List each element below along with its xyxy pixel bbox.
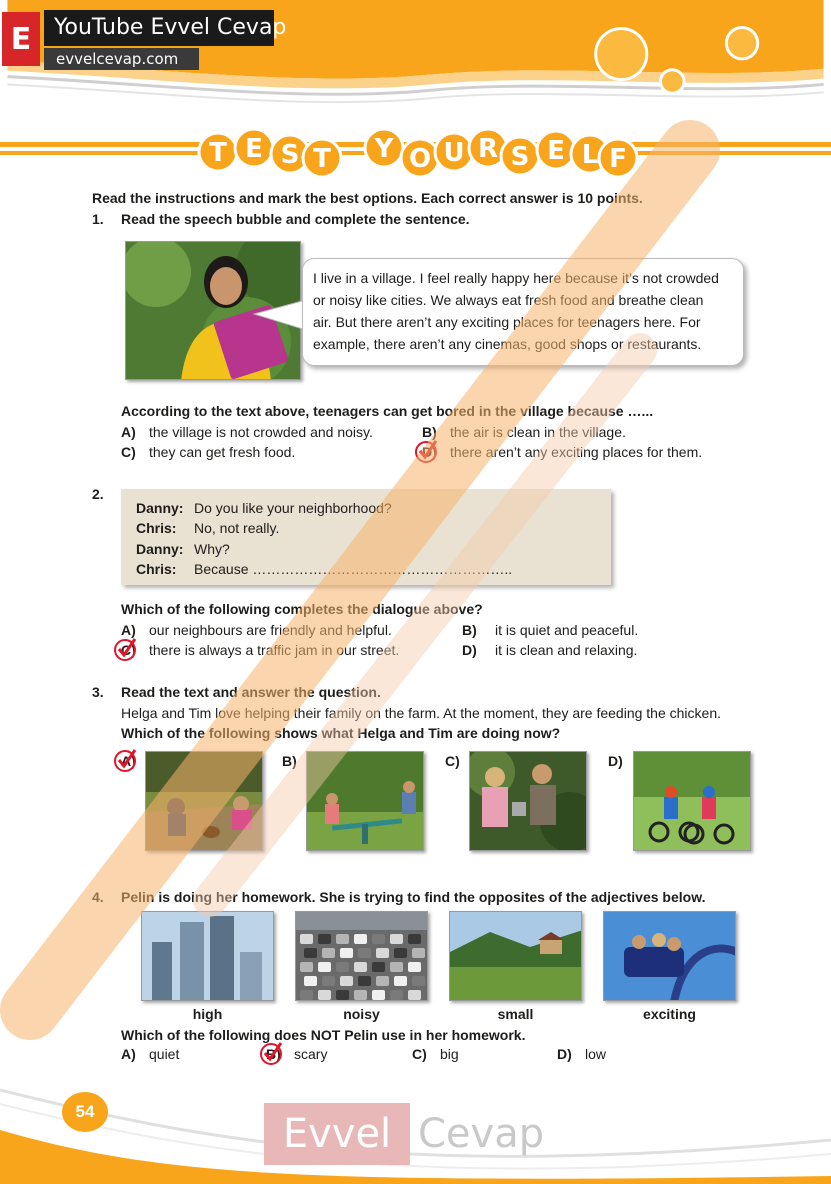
car-shape — [372, 990, 385, 1000]
car-shape — [376, 948, 389, 958]
q3-option-b-photo[interactable] — [306, 751, 424, 851]
title-letter: O — [408, 144, 432, 174]
dialogue-speaker: Chris: — [136, 520, 177, 536]
option-text: it is quiet and peaceful. — [495, 622, 639, 638]
option-letter: B) — [462, 622, 477, 638]
q3-number: 3. — [92, 684, 104, 700]
car-shape — [372, 962, 385, 972]
car-shape — [340, 976, 353, 986]
q1-option-b[interactable] — [422, 424, 626, 441]
option-letter: D) — [422, 444, 437, 460]
bubble-line: or noisy like cities. We always eat fresh food and breathe clean — [313, 292, 704, 308]
answer-check-icon — [113, 637, 137, 661]
q2-option-c[interactable] — [121, 642, 399, 659]
q4-village-photo — [449, 911, 582, 1001]
q2-number: 2. — [92, 486, 104, 502]
car-shape — [318, 962, 331, 972]
title-letter: Y — [374, 134, 394, 164]
car-shape — [376, 976, 389, 986]
q3-text: Helga and Tim love helping their family on the farm. At the moment, they are feeding the chicken. — [121, 705, 721, 721]
q3-prompt: Read the text and answer the question. — [121, 684, 381, 700]
q3-question: Which of the following shows what Helga and Tim are doing now? — [121, 725, 561, 741]
title-letter: F — [609, 144, 627, 174]
car-shape — [300, 962, 313, 972]
car-shape — [394, 948, 407, 958]
car-shape — [340, 948, 353, 958]
option-letter: A) — [121, 1046, 136, 1062]
title-letter: U — [443, 138, 465, 168]
option-text: there aren’t any exciting places for them. — [450, 444, 703, 460]
car-shape — [408, 962, 421, 972]
q4-option-a[interactable] — [121, 1046, 179, 1063]
car-shape — [408, 934, 421, 944]
option-letter: C) — [412, 1046, 427, 1062]
q1-option-a[interactable] — [121, 424, 373, 441]
car-shape — [300, 934, 313, 944]
q4-question: Which of the following does NOT Pelin use in her homework. — [121, 1027, 526, 1043]
car-shape — [336, 990, 349, 1000]
car-shape — [390, 934, 403, 944]
dialogue-speaker: Danny: — [136, 541, 184, 557]
title-letter: S — [510, 142, 530, 172]
q4-caption: small — [497, 1006, 534, 1022]
dialogue-box — [121, 489, 611, 585]
bubble-line: I live in a village. I feel really happy here because it’s not crowded — [313, 270, 719, 286]
car-shape — [300, 990, 313, 1000]
option-text: big — [440, 1046, 459, 1062]
q4-option-d[interactable] — [557, 1046, 606, 1063]
q3-option-c-label[interactable]: C) — [445, 753, 460, 769]
option-letter: A) — [121, 424, 136, 440]
speech-bubble-tail — [250, 296, 310, 336]
option-text: there is always a traffic jam in our street. — [149, 642, 400, 658]
q4-traffic-photo — [295, 911, 428, 1001]
q4-prompt: Pelin is doing her homework. She is trying to find the opposites of the adjectives below. — [121, 889, 706, 905]
q1-question: According to the text above, teenagers can get bored in the village because …... — [121, 403, 654, 419]
q4-skyscrapers-photo — [141, 911, 274, 1001]
car-shape — [390, 990, 403, 1000]
q3-option-a-label[interactable]: A) — [121, 753, 136, 769]
car-shape — [358, 976, 371, 986]
dialogue-line: No, not really. — [194, 520, 280, 536]
option-letter: B) — [266, 1046, 281, 1062]
footer-wave — [0, 1080, 831, 1184]
q2-option-a[interactable] — [121, 622, 392, 639]
car-shape — [354, 934, 367, 944]
q4-option-c[interactable] — [412, 1046, 459, 1063]
dialogue-line: Because ……………………………………………….. — [194, 561, 513, 577]
car-shape — [358, 948, 371, 958]
page-number: 54 — [62, 1092, 108, 1132]
car-shape — [336, 934, 349, 944]
car-shape — [318, 990, 331, 1000]
option-text: they can get fresh food. — [149, 444, 296, 460]
footer-logo-right: Cevap — [418, 1111, 545, 1157]
car-shape — [304, 976, 317, 986]
q3-option-d-photo[interactable] — [633, 751, 751, 851]
option-text: the village is not crowded and noisy. — [149, 424, 373, 440]
dialogue-speaker: Danny: — [136, 500, 184, 516]
car-shape — [372, 934, 385, 944]
q4-number: 4. — [92, 889, 104, 905]
dialogue-line: Do you like your neighborhood? — [194, 500, 392, 516]
q4-rollercoaster-photo — [603, 911, 736, 1001]
title-letter: T — [313, 144, 331, 174]
car-shape — [304, 948, 317, 958]
q1-option-c[interactable] — [121, 444, 295, 461]
option-letter: C) — [121, 444, 136, 460]
q3-option-c-photo[interactable] — [469, 751, 587, 851]
q1-number: 1. — [92, 211, 104, 227]
answer-check-icon — [113, 748, 137, 772]
q2-option-d[interactable] — [462, 642, 637, 659]
q1-option-d[interactable] — [422, 444, 702, 461]
car-shape — [354, 962, 367, 972]
q4-caption: high — [192, 1006, 223, 1022]
title-letter: E — [547, 136, 565, 166]
car-shape — [354, 990, 367, 1000]
option-text: quiet — [149, 1046, 180, 1062]
q1-prompt: Read the speech bubble and complete the sentence. — [121, 211, 470, 227]
title-letter: T — [209, 138, 227, 168]
option-letter: A) — [121, 622, 136, 638]
instructions: Read the instructions and mark the best options. Each correct answer is 10 points. — [92, 190, 643, 206]
q4-caption: noisy — [343, 1006, 380, 1022]
bubble-line: example, there aren’t any cinemas, good shops or restaurants. — [313, 336, 702, 352]
car-shape — [394, 976, 407, 986]
brand-letter: E — [2, 12, 40, 66]
q2-question: Which of the following completes the dialogue above? — [121, 601, 483, 617]
option-text: scary — [294, 1046, 328, 1062]
title-letter: R — [477, 134, 499, 164]
option-text: our neighbours are friendly and helpful. — [149, 622, 392, 638]
car-shape — [412, 976, 425, 986]
car-shape — [322, 976, 335, 986]
title-letter: S — [280, 140, 300, 170]
q3-option-b-label[interactable]: B) — [282, 753, 297, 769]
car-shape — [390, 962, 403, 972]
brand-url: evvelcevap.com — [44, 48, 199, 70]
dialogue-speaker: Chris: — [136, 561, 177, 577]
bubble-line: air. But there aren’t any exciting places for teenagers here. For — [313, 314, 701, 330]
dialogue-line: Why? — [194, 541, 230, 557]
option-text: it is clean and relaxing. — [495, 642, 638, 658]
title-letter: L — [581, 140, 599, 170]
title-letter: E — [245, 134, 263, 164]
q3-option-d-label[interactable]: D) — [608, 753, 623, 769]
brand-title: YouTube Evvel Cevap — [44, 10, 274, 46]
q4-caption: exciting — [643, 1006, 696, 1022]
car-shape — [336, 962, 349, 972]
option-text: the air is clean in the village. — [450, 424, 626, 440]
speech-bubble — [302, 258, 744, 366]
option-letter: C) — [121, 642, 136, 658]
car-shape — [412, 948, 425, 958]
test-yourself-title — [0, 118, 831, 188]
answer-check-icon — [259, 1041, 283, 1065]
q3-option-a-photo[interactable] — [145, 751, 263, 851]
car-shape — [322, 948, 335, 958]
answer-check-icon — [414, 439, 438, 463]
q2-option-b[interactable] — [462, 622, 638, 639]
option-text: low — [585, 1046, 607, 1062]
option-letter: D) — [557, 1046, 572, 1062]
footer-logo-left: Evvel — [264, 1103, 410, 1165]
option-letter: B) — [422, 424, 437, 440]
car-shape — [408, 990, 421, 1000]
option-letter: D) — [462, 642, 477, 658]
car-shape — [318, 934, 331, 944]
